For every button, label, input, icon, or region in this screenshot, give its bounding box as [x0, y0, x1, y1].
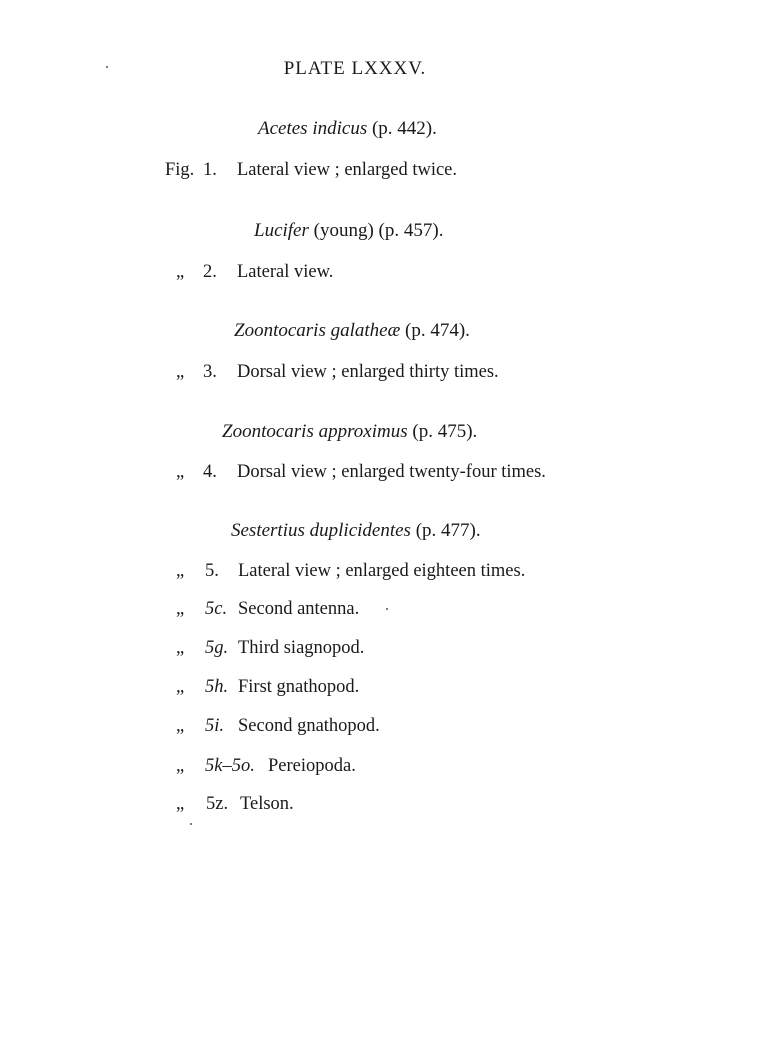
- scan-speck: [386, 608, 388, 610]
- figure-description: Telson.: [240, 794, 294, 814]
- species-name: Zoontocaris approximus: [222, 421, 408, 442]
- figure-description: Third siagnopod.: [238, 638, 365, 658]
- species-page-ref: (p. 475).: [412, 421, 478, 442]
- figure-number: 3.: [203, 362, 217, 382]
- figure-prefix: „: [176, 561, 185, 581]
- figure-number: 5h.: [205, 677, 229, 697]
- figure-prefix: „: [176, 638, 185, 658]
- figure-number: 5c.: [205, 599, 228, 619]
- species-heading: [234, 320, 470, 342]
- figure-number: 1.: [203, 160, 217, 180]
- figure-description: Second gnathopod.: [238, 716, 380, 736]
- figure-description: Lateral view ; enlarged twice.: [237, 160, 458, 180]
- species-heading: [254, 220, 443, 242]
- species-page-ref: (young) (p. 457).: [313, 220, 444, 241]
- species-heading: [258, 118, 437, 140]
- figure-prefix: „: [176, 794, 185, 814]
- species-page-ref: (p. 474).: [405, 320, 470, 341]
- figure-prefix: „: [176, 462, 185, 482]
- figure-description: Lateral view.: [237, 262, 334, 282]
- species-page-ref: (p. 477).: [415, 520, 481, 541]
- species-name: Sestertius duplicidentes: [231, 520, 411, 541]
- figure-description: Lateral view ; enlarged eighteen times.: [238, 561, 526, 581]
- figure-description: First gnathopod.: [238, 677, 360, 697]
- scan-speck: [106, 66, 108, 68]
- figure-number: 5i.: [205, 716, 225, 736]
- figure-number: 2.: [203, 262, 217, 282]
- figure-prefix: „: [176, 262, 185, 282]
- species-heading: [222, 421, 477, 443]
- species-name: Lucifer: [254, 220, 309, 241]
- scan-speck: [190, 823, 192, 825]
- figure-number: 5z.: [206, 794, 229, 814]
- plate-title: PLATE LXXXV.: [283, 58, 427, 79]
- figure-number: 5.: [205, 561, 219, 581]
- figure-prefix: „: [176, 677, 185, 697]
- figure-prefix: „: [176, 599, 185, 619]
- figure-number: 5g.: [205, 638, 229, 658]
- figure-description: Dorsal view ; enlarged thirty times.: [237, 362, 499, 382]
- figure-prefix: „: [176, 362, 185, 382]
- species-page-ref: (p. 442).: [371, 118, 437, 139]
- species-name: Zoontocaris galatheæ: [234, 320, 401, 341]
- figure-number: 5k–5o.: [205, 756, 255, 776]
- figure-prefix: „: [176, 716, 185, 736]
- figure-description: Second antenna.: [238, 599, 360, 619]
- species-heading: [231, 520, 481, 542]
- figure-prefix: Fig.: [165, 160, 195, 180]
- figure-description: Pereiopoda.: [268, 756, 356, 776]
- species-name: Acetes indicus: [258, 118, 368, 139]
- figure-number: 4.: [203, 462, 217, 482]
- figure-prefix: „: [176, 756, 185, 776]
- figure-description: Dorsal view ; enlarged twenty-four times.: [237, 462, 546, 482]
